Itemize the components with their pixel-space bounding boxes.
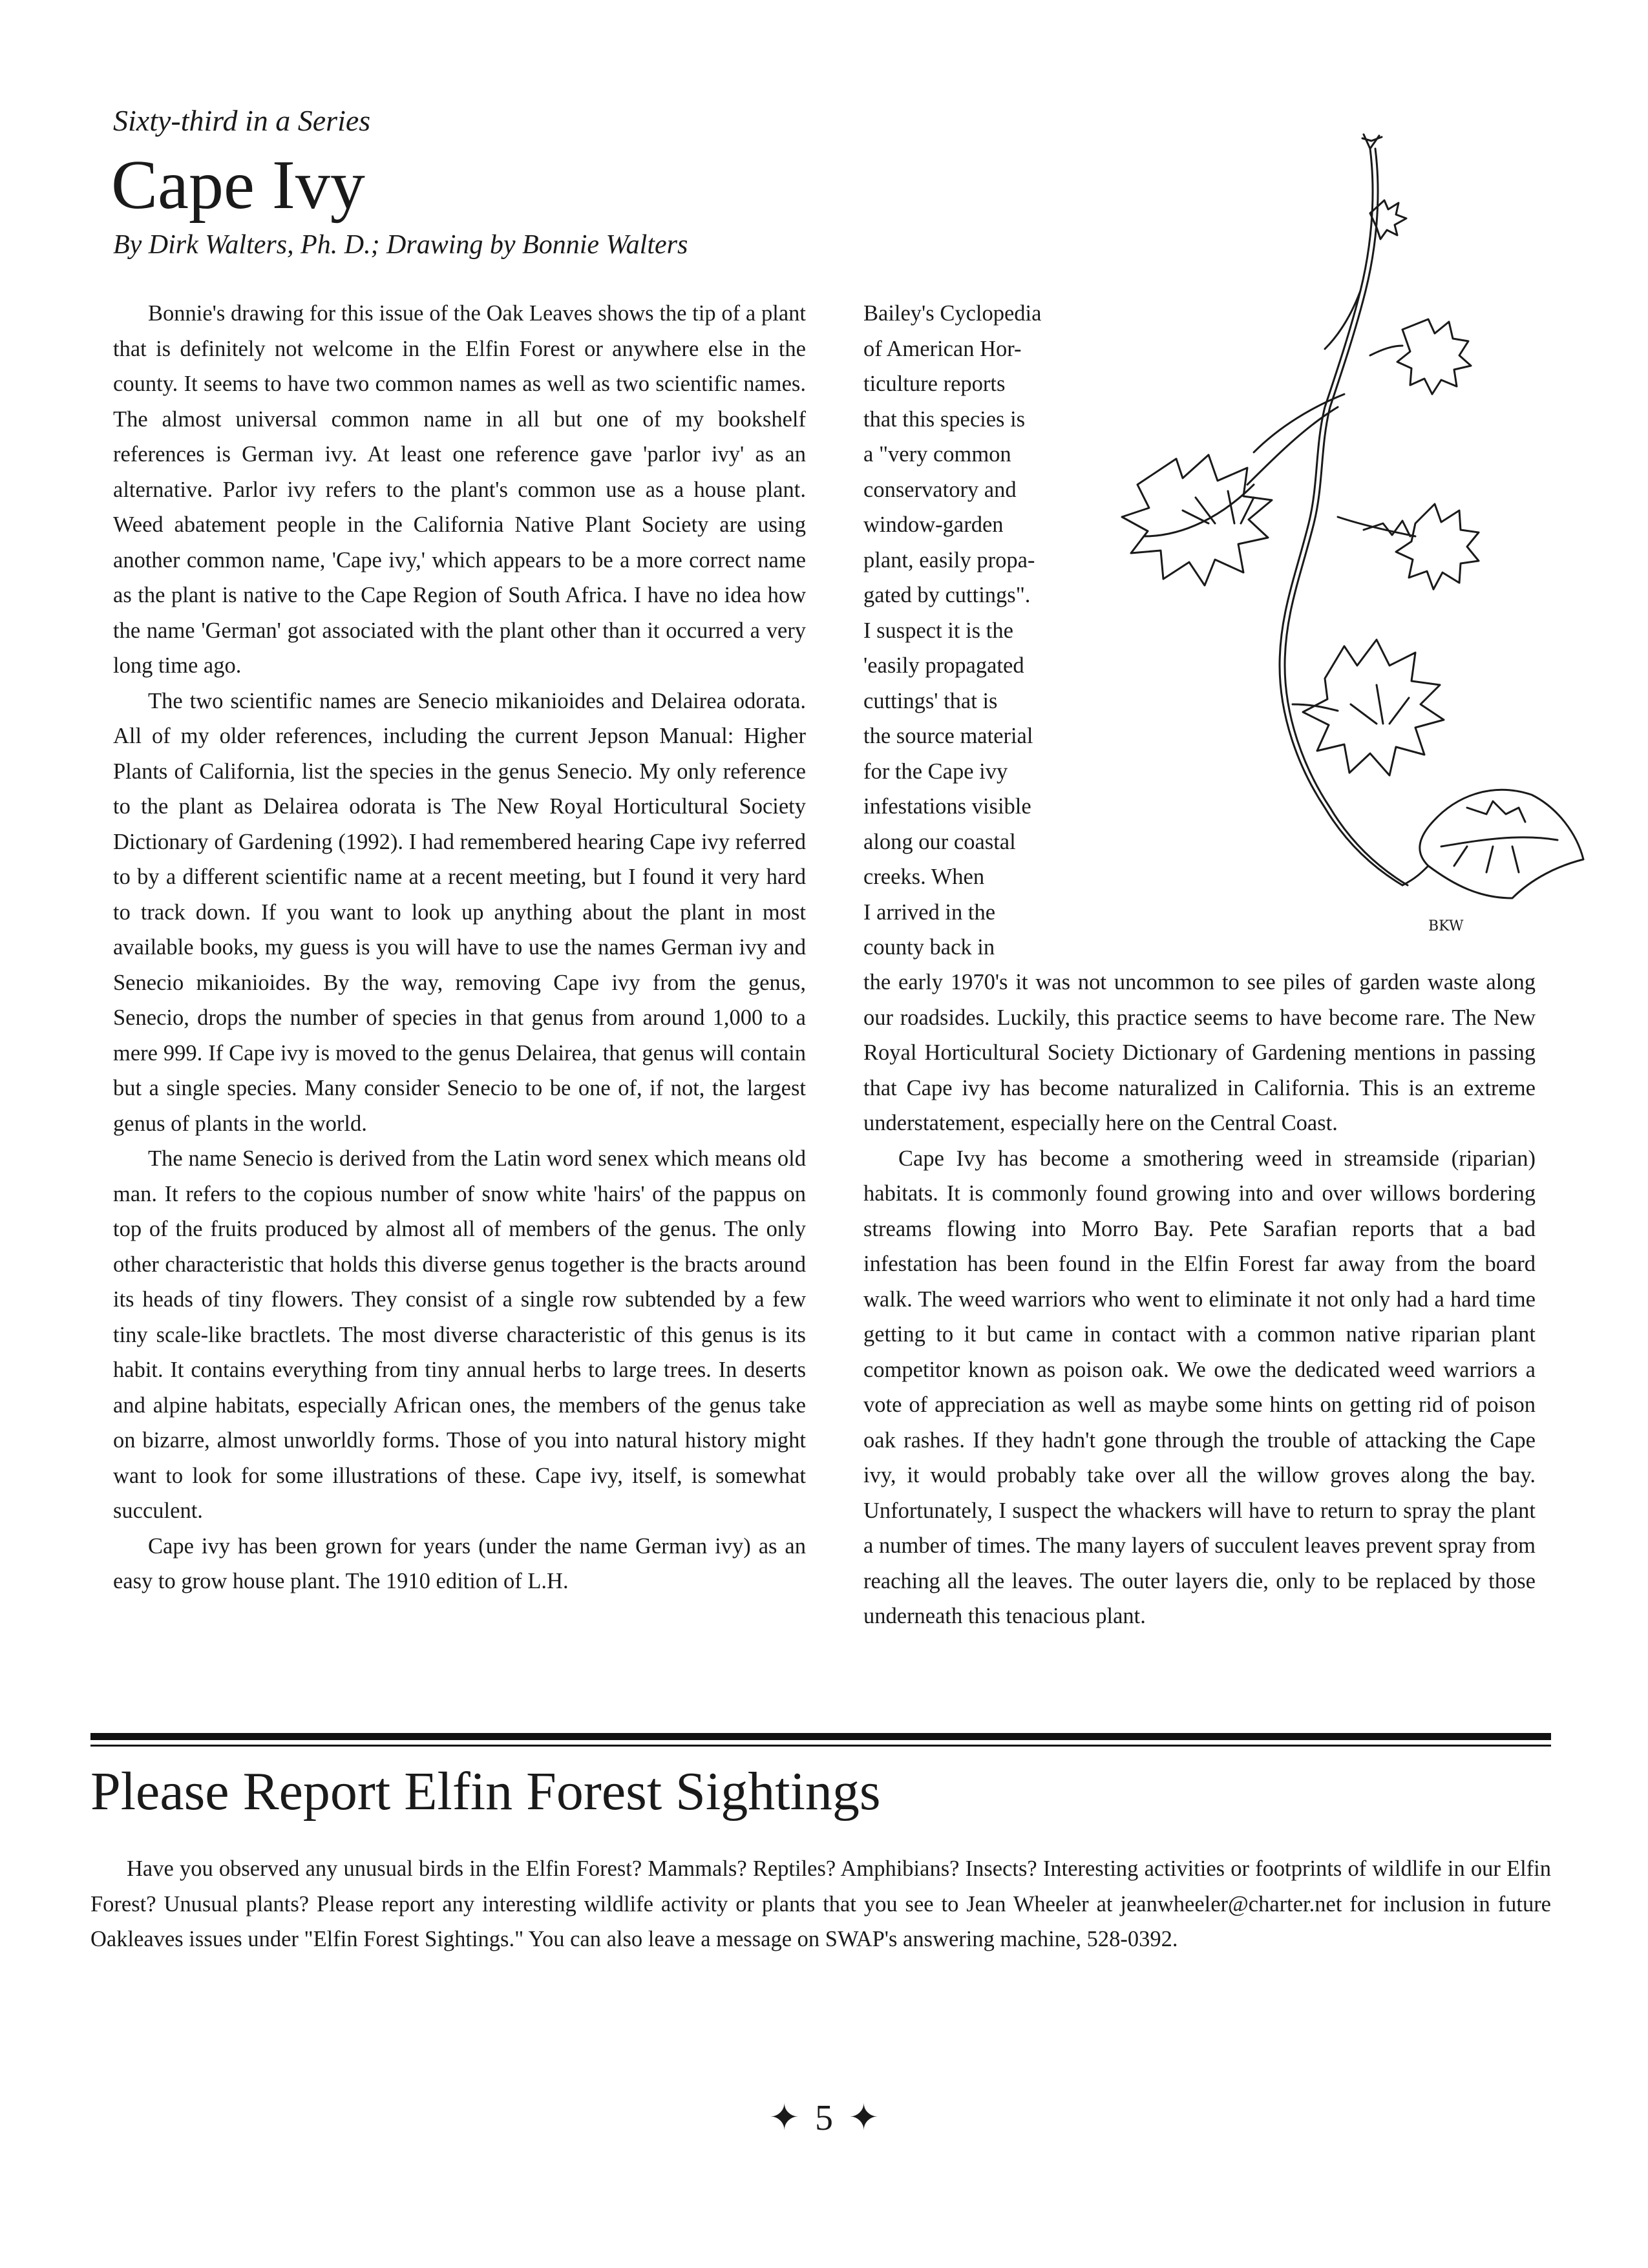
narrow-line: along our coastal xyxy=(863,829,1016,854)
left-column xyxy=(113,296,806,1599)
paragraph-4: Cape ivy has been grown for years (under the name German ivy) as an easy to grow house plant. The 1910 edition of L.H. xyxy=(113,1533,806,1593)
article-title: Cape Ivy xyxy=(111,147,365,224)
narrow-line: the source material xyxy=(863,724,1033,748)
ornament-right-icon: ✦ xyxy=(849,2098,879,2138)
sightings-section xyxy=(90,1851,1551,1957)
narrow-line: Bailey's Cyclopedia xyxy=(863,301,1042,326)
narrow-column xyxy=(863,296,1083,965)
narrow-line: that this species is xyxy=(863,406,1026,432)
narrow-line: of American Hor- xyxy=(863,336,1022,361)
paragraph-1: Bonnie's drawing for this issue of the Oak Leaves shows the tip of a plant that is definitely not welcome in the Elfin Forest or anywhere else in the county. It seems to have two common names as well as two scientific names. The almost universal common name in all but one of my bookshelf references is German ivy. At least one reference gave 'parlor ivy' as an alternative. Parlor ivy refers to the plant's common use as a house plant. Weed abatement people in the California Native Plant Society are using another common name, 'Cape ivy,' which appears to be a more correct name as the plant is native to the Cape Region of South Africa. I have no idea how the name 'German' got associated with the plant other than it occurred a very long time ago. xyxy=(113,301,806,678)
paragraph-6: Cape Ivy has become a smothering weed in streamside (riparian) habitats. It is commonly found growing into and over willows bordering streams flowing into Morro Bay. Pete Sarafian reports that a bad infestation has been found in the Elfin Forest far away from the board walk. The weed warriors who went to eliminate it not only had a hard time getting to it but came in contact with a common native riparian plant competitor known as poison oak. We owe the dedicated weed warriors a vote of appreciation as well as maybe some hints on getting rid of poison oak rashes. If they hadn't gone through the trouble of attacking the Cape ivy, it would probably take over all the willow groves along the bay. Unfortunately, I suspect the whackers will have to return to spray the plant a number of times. The many layers of succulent leaves prevent spray from reaching all the leaves. The outer layers die, only to be replaced by those underneath this tenacious plant. xyxy=(863,1146,1536,1628)
section-divider-thick xyxy=(90,1733,1551,1740)
narrow-line: gated by cuttings". xyxy=(863,583,1031,607)
narrow-line: window-garden xyxy=(863,512,1004,537)
sightings-body: Have you observed any unusual birds in the Elfin Forest? Mammals? Reptiles? Amphibians? Insects? Interesting activities or footprints of wildlife in our Elfin Forest? Unusual plants? Please report any interesting wildlife activity or plants that you see to Jean Wheeler at jeanwheeler@charter.net for inclusion in future Oakleaves issues under "Elfin Forest Sightings." You can also leave a message on SWAP's answering machine, 528-0392. xyxy=(90,1856,1551,1951)
narrow-line: county back in xyxy=(863,935,995,960)
ornament-left-icon: ✦ xyxy=(769,2098,799,2138)
paragraph-3: The name Senecio is derived from the Latin word senex which means old man. It refers to the copious number of snow white 'hairs' of the pappus on top of the fruits produced by almost all of members of the genus. The only other characteristic that holds this diverse genus together is the bracts around its heads of tiny flowers. They consist of a single row subtended by a few tiny scale-like bractlets. The most diverse characteristic of this genus is its habit. It contains everything from tiny annual herbs to large trees. In deserts and alpine habitats, especially African ones, the members of the genus take on bizarre, almost unworldly forms. Those of you into natural history might want to look for some illustrations of these. Cape ivy, itself, is somewhat succulent. xyxy=(113,1146,806,1523)
narrow-line: for the Cape ivy xyxy=(863,759,1008,784)
series-label: Sixty-third in a Series xyxy=(113,104,371,137)
narrow-line: ticulture reports xyxy=(863,372,1006,396)
right-column xyxy=(863,965,1536,1634)
byline: By Dirk Walters, Ph. D.; Drawing by Bonnie Walters xyxy=(113,230,688,260)
drawing-signature: BKW xyxy=(1428,918,1464,934)
section-divider-thin xyxy=(90,1745,1551,1747)
narrow-line: plant, easily propa- xyxy=(863,547,1035,572)
paragraph-5: the early 1970's it was not uncommon to see piles of garden waste along our roadsides. Luckily, this practice seems to have become rare. The New Royal Horticultural Society Dictionary of Gardening mentions in passing that Cape ivy has become naturalized in California. This is an extreme understatement, especially here on the Central Coast. xyxy=(863,970,1536,1135)
narrow-line: I arrived in the xyxy=(863,899,996,925)
paragraph-2: The two scientific names are Senecio mikanioides and Delairea odorata. All of my older references, including the current Jepson Manual: Higher Plants of California, list the species in the genus Senecio. My only reference to the plant as Delairea odorata is The New Royal Horticultural Society Dictionary of Gardening (1992). I had remembered hearing Cape ivy referred to by a different scientific name at a recent meeting, but I found it very hard to track down. If you want to look up anything about the plant in most available books, my guess is you will have to use the names German ivy and Senecio mikanioides. By the way, removing Cape ivy from the genus, Senecio, drops the number of species in that genus from around 1,000 to a mere 999. If Cape ivy is moved to the genus Delairea, that genus will contain but a single species. Many consider Senecio to be one of, if not, the largest genus of plants in the world. xyxy=(113,688,806,1136)
narrow-line: infestations visible xyxy=(863,794,1031,819)
narrow-line: conservatory and xyxy=(863,477,1017,502)
narrow-line: I suspect it is the xyxy=(863,618,1013,643)
narrow-line: creeks. When xyxy=(863,865,985,889)
cape-ivy-drawing xyxy=(1066,123,1622,989)
narrow-line: a "very common xyxy=(863,442,1011,467)
narrow-line: cuttings' that is xyxy=(863,688,998,713)
narrow-line: 'easily propagated xyxy=(863,653,1024,678)
sightings-heading: Please Report Elfin Forest Sightings xyxy=(90,1761,881,1822)
page-footer xyxy=(743,2097,905,2139)
page-number: 5 xyxy=(815,2098,833,2138)
